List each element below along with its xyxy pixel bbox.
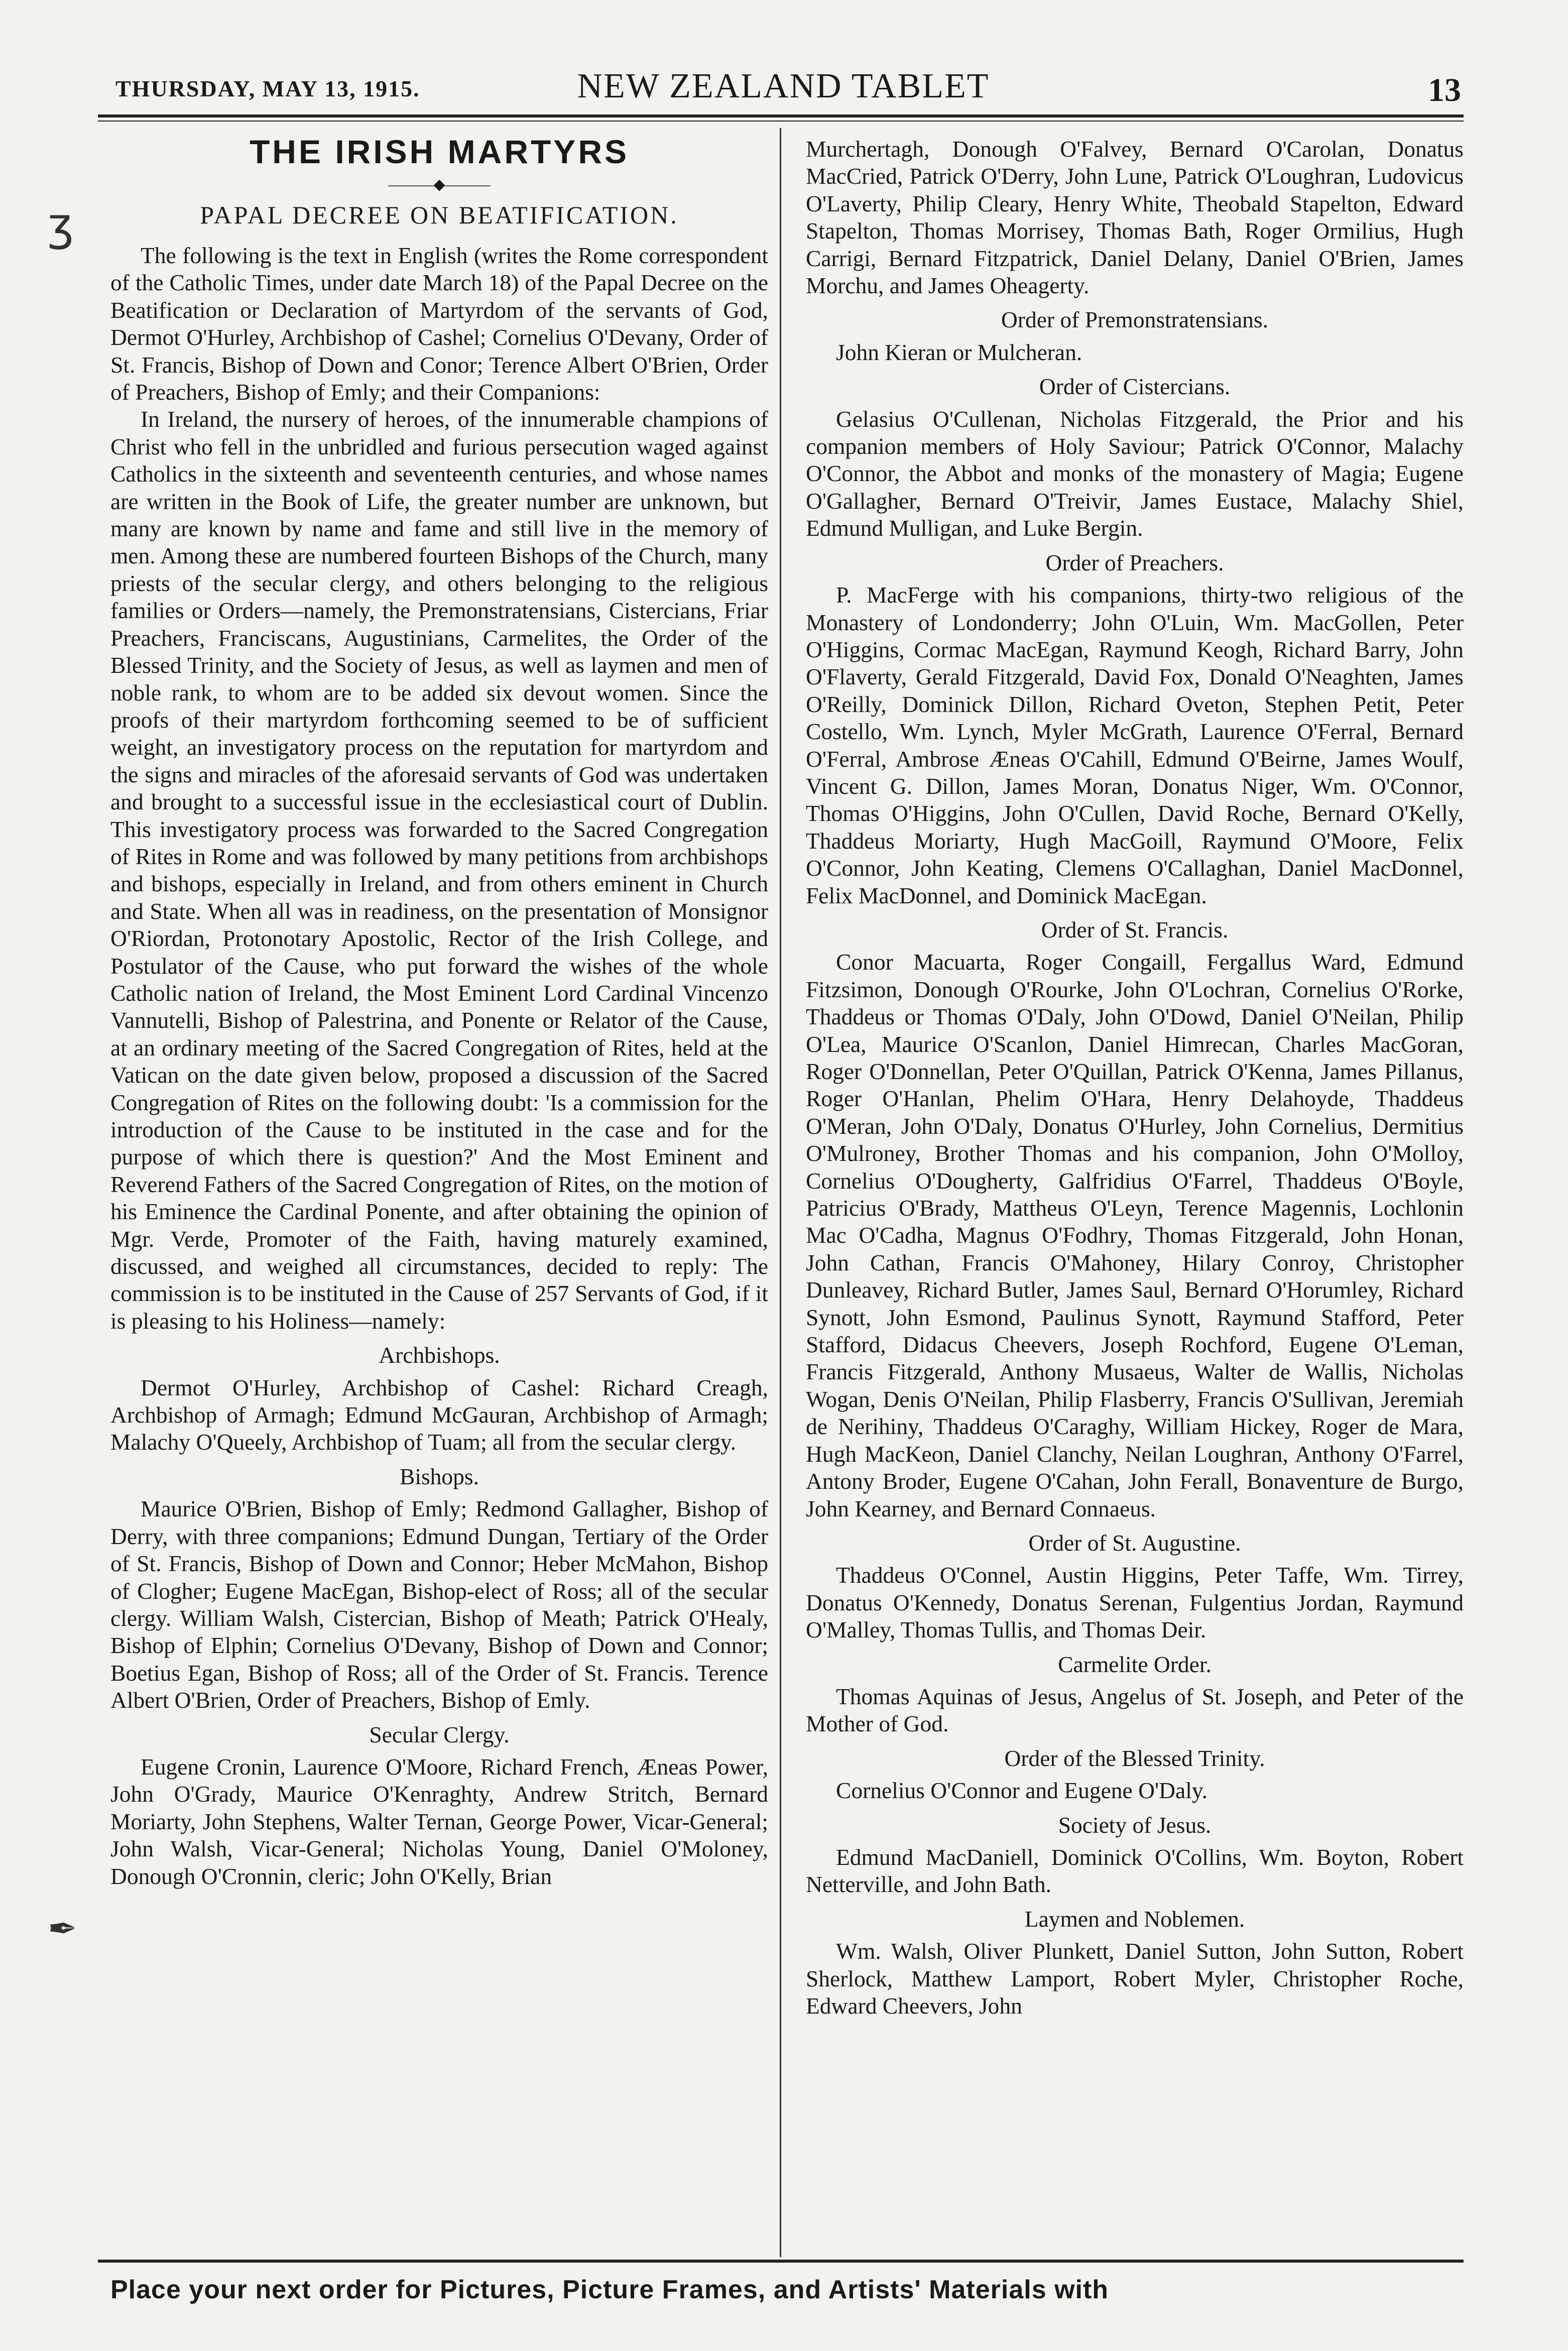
- title-ornament: ———◆———: [388, 176, 491, 193]
- continued-paragraph: Murchertagh, Donough O'Falvey, Bernard O'Carolan, Donatus MacCried, Patrick O'Derry, John Lune, Patrick O'Loughran, Ludovicus O'Laverty, Philip Cleary, Henry White, Theobald Stapelton, Edward Stapelton, Thomas Morrisey, Thomas Bath, Roger Ormilius, Hugh Carrigi, Bernard Fitzpatrick, Daniel Delany, Daniel O'Brien, James Morchu, and James Oheagerty.: [806, 136, 1464, 299]
- paragraph: Conor Macuarta, Roger Congaill, Fergallus Ward, Edmund Fitzsimon, Donough O'Rourke, John O'Lochran, Cornelius O'Rorke, Thaddeus or Thomas O'Daly, John O'Dowd, Daniel O'Neilan, Philip O'Lea, Maurice O'Scanlon, Daniel Himrecan, Charles MacGoran, Roger O'Donnellan, Peter O'Quillan, Patrick O'Kenna, James Pillanus, Roger O'Hanlan, Phelim O'Hara, Henry Delahoyde, Thaddeus O'Meran, John O'Daly, Donatus O'Hurley, John Cornelius, Dermitius O'Mulroney, Brother Thomas and his companion, John O'Molloy, Cornelius O'Dougherty, Galfridius O'Farrel, Thaddeus O'Boyle, Patricius O'Brady, Mattheus O'Leyn, Terence Magennis, Lochlonin Mac O'Cadha, Magnus O'Fodhry, Thomas Fitzgerald, John Honan, John Cathan, Francis O'Mahoney, Hilary Conroy, Christopher Dunleavey, Richard Butler, James Saul, Bernard O'Horumley, Richard Synott, John Esmond, Paulinus Synott, Raymund Stafford, Peter Stafford, Didacus Cheevers, Joseph Rochford, Eugene O'Leman, Francis Fitzgerald, Anthony Musaeus, Walter de Wallis, Nicholas Wogan, Denis O'Neilan, Philip Flasberry, Francis O'Sullivan, Jeremiah de Nerihiny, Thaddeus O'Caraghy, William Hickey, Roger de Mara, Hugh MacKeon, Daniel Clanchy, Neilan Loughran, Anthony O'Farrel, Antony Broder, Eugene O'Cahan, John Ferall, Bonaventure de Burgo, John Kearney, and Bernard Connaeus.: [806, 949, 1464, 1521]
- paragraph: Maurice O'Brien, Bishop of Emly; Redmond Gallagher, Bishop of Derry, with three companions; Edmund Dungan, Tertiary of the Order of St. Francis, Bishop of Down and Connor; Heber McMahon, Bishop of Clogher; Eugene MacEgan, Bishop-elect of Ross; all of the secular clergy. William Walsh, Cistercian, Bishop of Meath; Patrick O'Healy, Bishop of Elphin; Cornelius O'Devany, Bishop of Down and Connor; Boetius Egan, Bishop of Ross; all of the Order of St. Francis. Terence Albert O'Brien, Order of Preachers, Bishop of Emly.: [110, 1496, 768, 1713]
- paragraph: Dermot O'Hurley, Archbishop of Cashel: Richard Creagh, Archbishop of Armagh; Edmund McGauran, Archbishop of Armagh; Malachy O'Queely, Archbishop of Tuam; all from the secular clergy.: [110, 1374, 768, 1455]
- paragraph: Thaddeus O'Connel, Austin Higgins, Peter Taffe, Wm. Tirrey, Donatus O'Kennedy, Donatus Serenan, Fulgentius Jordan, Raymund O'Malley, Thomas Tullis, and Thomas Deir.: [806, 1562, 1464, 1643]
- section-heading: Order of St. Augustine.: [1028, 1530, 1241, 1556]
- paragraph: The following is the text in English (writes the Rome correspondent of the Catholic Times, under date March 18) of the Papal Decree on the Beatification or Declaration of Martyrdom of the servants of God, Dermot O'Hurley, Archbishop of Cashel; Cornelius O'Devany, Order of St. Francis, Bishop of Down and Conor; Terence Albert O'Brien, Order of Preachers, Bishop of Emly; and their Companions:: [110, 243, 768, 405]
- section-heading: Order of the Blessed Trinity.: [1004, 1745, 1265, 1771]
- section-heading: Society of Jesus.: [1058, 1812, 1212, 1838]
- right-column: [806, 136, 1464, 2020]
- paragraph: Eugene Cronin, Laurence O'Moore, Richard French, Æneas Power, John O'Grady, Maurice O'Kenraghty, Andrew Stritch, Bernard Moriarty, John Stephens, Walter Ternan, George Power, Vicar-General; John Walsh, Vicar-General; Nicholas Young, Daniel O'Moloney, Donough O'Cronnin, cleric; John O'Kelly, Brian: [110, 1753, 768, 1889]
- masthead-rule: [98, 114, 1464, 117]
- left-column: [110, 132, 768, 1890]
- issue-date: THURSDAY, MAY 13, 1915.: [115, 76, 420, 101]
- paragraph: Thomas Aquinas of Jesus, Angelus of St. Joseph, and Peter of the Mother of God.: [806, 1683, 1464, 1737]
- article-title: THE IRISH MARTYRS: [249, 133, 630, 170]
- paragraph: Gelasius O'Cullenan, Nicholas Fitzgerald, the Prior and his companion members of Holy Saviour; Patrick O'Connor, Malachy O'Connor, the Abbot and monks of the monastery of Magia; Eugene O'Gallagher, Bernard O'Treivir, James Eustace, Malachy Shiel, Edmund Mulligan, and Luke Bergin.: [806, 406, 1464, 541]
- section-heading: Secular Clergy.: [369, 1721, 510, 1747]
- column-divider: [780, 128, 781, 2257]
- margin-hand-mark: ✒: [48, 1908, 77, 1949]
- section-heading: Laymen and Noblemen.: [1024, 1906, 1245, 1932]
- paragraph: Edmund MacDaniell, Dominick O'Collins, Wm. Boyton, Robert Netterville, and John Bath.: [806, 1844, 1464, 1898]
- paragraph: John Kieran or Mulcheran.: [836, 339, 1082, 365]
- section-heading: Bishops.: [399, 1463, 479, 1489]
- paragraph: Cornelius O'Connor and Eugene O'Daly.: [836, 1778, 1208, 1804]
- margin-bracket-mark: ʒ: [48, 198, 74, 251]
- masthead-rule-thin: [98, 121, 1464, 122]
- newspaper-title: NEW ZEALAND TABLET: [577, 67, 990, 105]
- section-heading: Order of Preachers.: [1045, 549, 1224, 575]
- masthead: [90, 60, 1476, 115]
- page-number: 13: [1428, 72, 1461, 108]
- section-heading: Order of Cistercians.: [1039, 374, 1231, 400]
- paragraph: P. MacFerge with his companions, thirty-two religious of the Monastery of Londonderry; John O'Luin, Wm. MacGollen, Peter O'Higgins, Cormac MacEgan, Raymund Keogh, Richard Barry, John O'Flaverty, Gerald Fitzgerald, David Fox, Donald O'Neaghten, James O'Reilly, Dominick Dillon, Richard Oveton, Stephen Petit, Peter Costello, Wm. Lynch, Myler McGrath, Laurence O'Ferral, Bernard O'Ferral, Ambrose Æneas O'Cahill, Edmund O'Beirne, James Woulf, Vincent G. Dillon, James Moran, Donatus Niger, Wm. O'Connor, Thomas O'Higgins, John O'Cullen, David Roche, Bernard O'Kelly, Thaddeus Moriarty, Hugh MacGoill, Raymund O'Moore, Felix O'Connor, John Keating, Clemens O'Callaghan, Daniel MacDonnel, Felix MacDonnel, and Dominick MacEgan.: [806, 582, 1464, 908]
- section-heading: Order of St. Francis.: [1041, 916, 1229, 943]
- footer-rule: [98, 2260, 1464, 2263]
- section-heading: Order of Premonstratensians.: [1001, 307, 1268, 333]
- paragraph: In Ireland, the nursery of heroes, of the innumerable champions of Christ who fell in the unbridled and furious persecution waged against Catholics in the sixteenth and seventeenth centuries, and whose names are written in the Book of Life, the greater number are unknown, but many are known by name and fame and still live in the memory of men. Among these are numbered fourteen Bishops of the Church, many priests of the secular clergy, and others belonging to the religious families or Orders—namely, the Premonstratensians, Cistercians, Friar Preachers, Franciscans, Augustinians, Carmelites, the Order of the Blessed Trinity, and the Society of Jesus, as well as laymen and men of noble rank, to whom are to be added six devout women. Since the proofs of their martyrdom forthcoming seemed to be of sufficient weight, an investigatory process on the reputation for martyrdom and the signs and miracles of the aforesaid servants of God was undertaken and brought to a successful issue in the ecclesiastical court of Dublin. This investigatory process was forwarded to the Sacred Congregation of Rites in Rome and was followed by many petitions from archbishops and bishops, especially in Ireland, and from others eminent in Church and State. When all was in readiness, on the presentation of Monsignor O'Riordan, Protonotary Apostolic, Rector of the Irish College, and Postulator of the Cause, who put forward the wishes of the whole Catholic nation of Ireland, the Most Eminent Lord Cardinal Vincenzo Vannutelli, Bishop of Palestrina, and Ponente or Relator of the Cause, at an ordinary meeting of the Sacred Congregation of Rites, held at the Vatican on the date given below, proposed a discussion of the Sacred Congregation of Rites on the following doubt: 'Is a commission for the introduction of the Cause to be instituted in the case and for the purpose of which there is question?' And the Most Eminent and Reverend Fathers of the Sacred Congregation of Rites, on the motion of his Eminence the Cardinal Ponente, and after obtaining the opinion of Mgr. Verde, Promoter of the Faith, having maturely examined, discussed, and weighed all circumstances, decided to reply: The commission is to be instituted in the Cause of 257 Servants of God, if it is pleasing to his Holiness—namely:: [110, 406, 768, 1334]
- section-heading: Carmelite Order.: [1058, 1651, 1212, 1677]
- article-subtitle: PAPAL DECREE ON BEATIFICATION.: [200, 201, 679, 229]
- footer-advert: Place your next order for Pictures, Picture Frames, and Artists' Materials with: [110, 2275, 1109, 2304]
- paragraph: Wm. Walsh, Oliver Plunkett, Daniel Sutton, John Sutton, Robert Sherlock, Matthew Lamport, Robert Myler, Christopher Roche, Edward Cheevers, John: [806, 1938, 1464, 2019]
- section-heading: Archbishops.: [379, 1342, 500, 1368]
